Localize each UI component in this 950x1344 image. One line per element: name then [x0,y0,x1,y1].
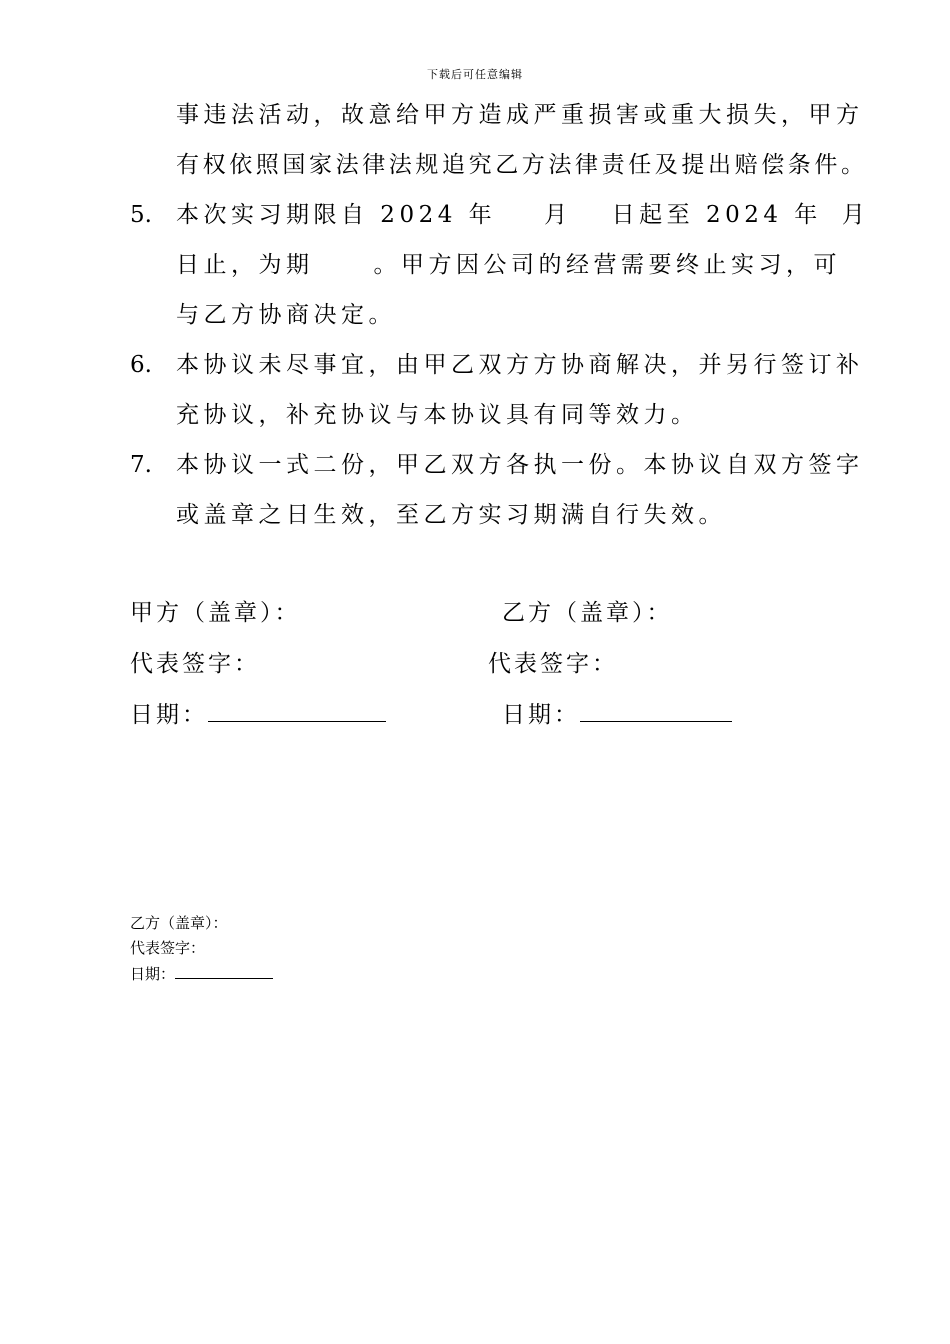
clause-5-duration-label: 日止，为期 [176,252,314,278]
clause-7-line-1: 本协议一式二份，甲乙双方各执一份。本协议自双方签字 [176,452,864,478]
clause-5-month-2: 月 [841,202,870,228]
party-b-seal: 乙方（盖章）： [502,600,673,626]
clause-6-line-1: 本协议未尽事宜，由甲乙双方方协商解决，并另行签订补 [176,352,864,378]
party-a-date-blank [208,699,386,722]
clause-7-line-2: 或盖章之日生效，至乙方实习期满自行失效。 [176,502,726,528]
footer-seal: 乙方（盖章）： [130,915,228,932]
clause-6-number: 6. [130,352,152,378]
clause-7-number: 7. [130,452,152,478]
clause-5-period-start: 本次实习期限自 2024 年 [176,202,497,228]
footer-date-blank [175,964,273,979]
clause-5-termination: 。甲方因公司的经营需要终止实习，可 [373,252,841,278]
footer-representative: 代表签字： [130,940,206,957]
party-a-date-label: 日期： [130,702,208,728]
party-a-seal: 甲方（盖章）： [130,600,301,626]
party-b-date-blank [580,699,732,722]
clause-5-period-end: 日起至 2024 年 [611,202,822,228]
party-a-date-row [130,699,386,730]
clause-5-line-1 [176,200,869,230]
clause-5-month-1: 月 [544,202,572,228]
party-b-representative: 代表签字： [488,651,618,677]
party-b-date-label: 日期： [502,702,580,728]
page-header: 下载后可任意编辑 [427,68,523,81]
party-b-date-row [502,699,732,730]
party-a-representative: 代表签字： [130,651,260,677]
clause-4-line-1: 事违法活动，故意给甲方造成严重损害或重大损失，甲方 [176,102,864,128]
clause-6-line-2: 充协议，补充协议与本协议具有同等效力。 [176,402,699,428]
footer-date-row [130,964,273,985]
footer-date-label: 日期： [130,966,176,983]
clause-5-line-3: 与乙方协商决定。 [176,302,396,328]
clause-5-line-2 [176,250,841,280]
clause-4-line-2: 有权依照国家法律法规追究乙方法律责任及提出赔偿条件。 [176,152,868,178]
clause-5-number: 5. [130,202,152,228]
